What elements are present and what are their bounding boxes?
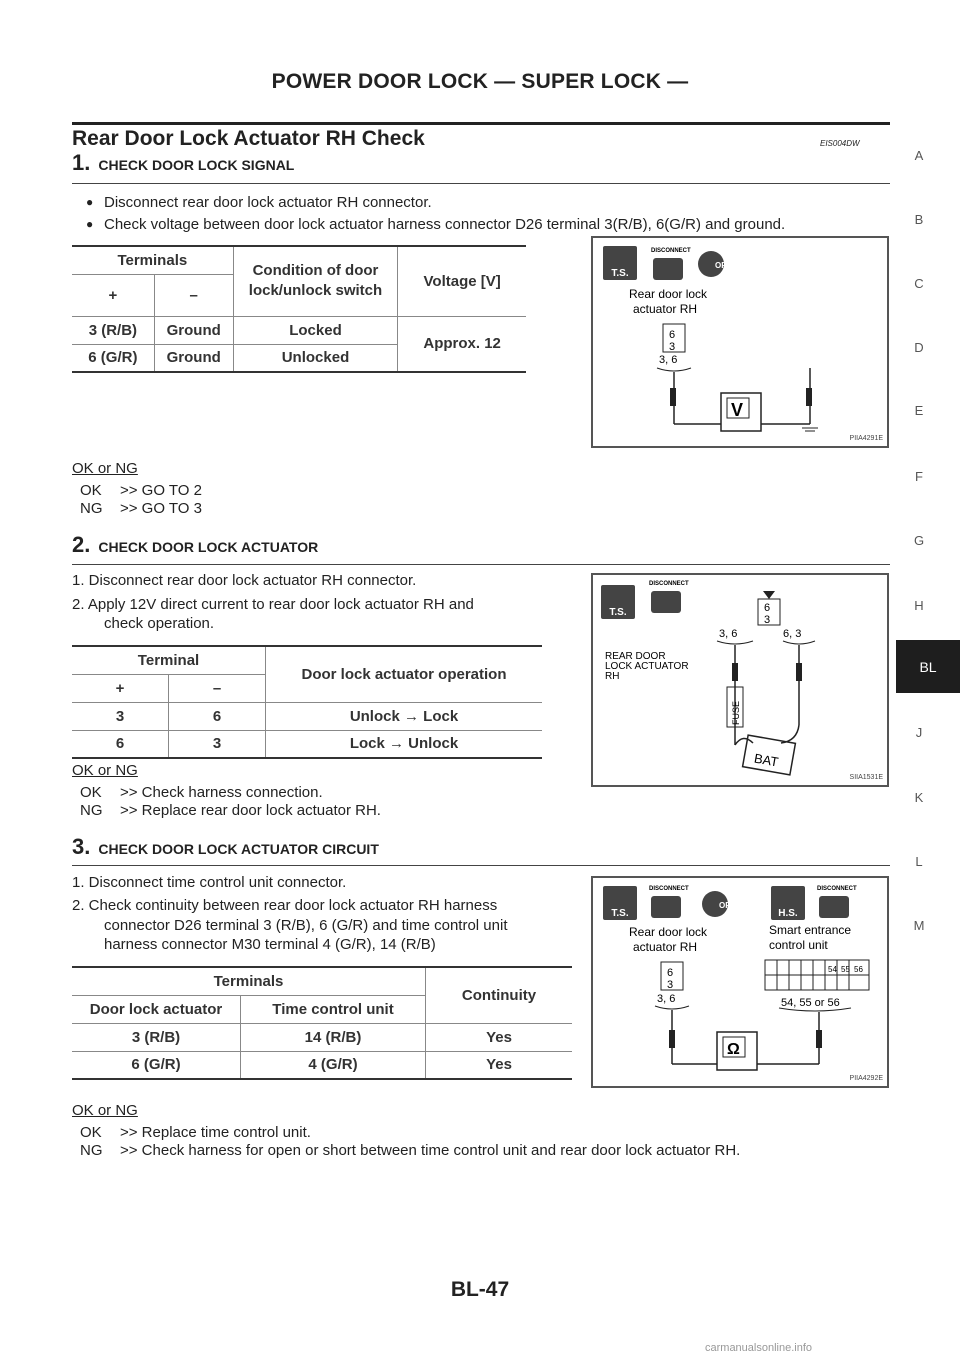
ng-line: NG >> Replace rear door lock actuator RH. [80, 802, 381, 819]
ts-label: T.S. [611, 268, 629, 279]
bullet-item: ● Check voltage between door lock actuator harness connector D26 terminal 3(R/B), 6(G/R) and ground. [104, 214, 785, 235]
table-header-time-control-unit: Time control unit [241, 995, 426, 1023]
header-rule [72, 122, 890, 125]
table-header-door-lock-actuator: Door lock actuator [89, 1000, 223, 1018]
table-cell: Yes [426, 1023, 573, 1051]
table-header-minus: – [154, 274, 233, 316]
step-1-heading [72, 150, 294, 176]
figure-code: PIIA4291E [849, 435, 883, 442]
ok-ng-title: OK or NG [72, 460, 138, 477]
ts-label: T.S. [611, 908, 629, 919]
table-header-plus: + [108, 286, 118, 304]
table-cell: Unlock → Lock [266, 702, 543, 730]
pin-label: 6 [764, 602, 771, 614]
voltmeter-symbol: V [731, 400, 744, 420]
ohmmeter-symbol: Ω [727, 1041, 740, 1058]
figure-label: actuator RH [633, 940, 698, 954]
figure-voltage-check [591, 236, 889, 448]
connector-icon [651, 896, 681, 918]
step-item: connector D26 terminal 3 (R/B), 6 (G/R) and time control unit [104, 917, 508, 934]
sidebar-item-m[interactable]: M [913, 918, 925, 933]
pin-label: 3 [667, 979, 674, 991]
table-cell-voltage: Approx. 12 [398, 316, 526, 372]
section-code: EIS004DW [820, 139, 860, 148]
sidebar-item-d[interactable]: D [914, 340, 924, 355]
step-item: 1. Disconnect rear door lock actuator RH connector. [72, 572, 417, 589]
figure-label: Smart entrance [769, 923, 852, 937]
table-cell: 3 [169, 730, 266, 758]
step-number: 2. [72, 532, 91, 557]
step-item: 2. Apply 12V direct current to rear door lock actuator RH and [72, 596, 474, 613]
cu-pin-label: 56 [854, 965, 863, 974]
step-number: 3. [72, 834, 91, 859]
pin-caption: 3, 6 [719, 628, 738, 640]
table-cell: Ground [154, 344, 233, 372]
table-cell: Locked [233, 316, 398, 344]
table-header-terminals: Terminals [72, 246, 233, 274]
step-item: check operation. [104, 615, 215, 632]
pin-label: 6 [669, 329, 676, 341]
table-header-terminal: Terminal [72, 646, 266, 674]
sidebar-item-k[interactable]: K [914, 790, 924, 805]
sidebar-item-l[interactable]: L [915, 854, 923, 869]
connector-icon [653, 258, 683, 280]
step-rule [72, 183, 890, 184]
off-label: OFF [719, 901, 735, 910]
table-header-operation: Door lock actuator operation [266, 646, 543, 702]
figure-label: LOCK ACTUATOR [605, 661, 689, 672]
table-header-terminals: Terminals [72, 967, 426, 995]
figure-actuator-operation [591, 573, 889, 787]
table-cell: 3 [115, 707, 125, 725]
figure-label: Rear door lock [629, 287, 708, 301]
sidebar-item-b[interactable]: B [914, 212, 924, 227]
cu-pin-label: 55 [841, 965, 850, 974]
disconnect-label: DISCONNECT [649, 581, 689, 587]
bullet-item: ● Disconnect rear door lock actuator RH connector. [104, 192, 432, 213]
pin-label: 3 [669, 341, 676, 353]
table-header-plus: + [115, 679, 125, 697]
sidebar-item-j[interactable]: J [915, 725, 923, 740]
ng-line: NG >> Check harness for open or short between time control unit and rear door lock actuator RH. [80, 1142, 741, 1159]
figure-continuity-check [591, 876, 889, 1088]
figure-code: SIIA1531E [849, 774, 883, 781]
step-2-heading [72, 532, 318, 558]
pin-caption: 3, 6 [657, 993, 676, 1005]
voltage-check-diagram [593, 238, 887, 446]
disconnect-label: DISCONNECT [649, 886, 689, 892]
ts-label: T.S. [609, 607, 627, 618]
figure-label: REAR DOOR [605, 651, 666, 662]
step-title: CHECK DOOR LOCK ACTUATOR CIRCUIT [98, 841, 379, 857]
ok-ng-title: OK or NG [72, 1102, 138, 1119]
step-rule [72, 564, 890, 565]
figure-label: Rear door lock [629, 925, 708, 939]
sidebar-item-g[interactable]: G [913, 533, 925, 548]
continuity-table [72, 966, 572, 1080]
step-item: harness connector M30 terminal 4 (G/R), 14 (R/B) [104, 936, 436, 953]
sidebar-item-c[interactable]: C [914, 276, 924, 291]
battery-label: BAT [752, 750, 780, 770]
table-cell: 6 (G/R) [88, 349, 138, 367]
sidebar-item-h[interactable]: H [914, 598, 924, 613]
table-cell: 6 (G/R) [131, 1056, 181, 1074]
off-label: OFF [715, 261, 731, 270]
table-header-minus: – [169, 674, 266, 702]
ok-line: OK >> Replace time control unit. [80, 1124, 311, 1141]
table-cell: 4 (G/R) [241, 1051, 426, 1079]
figure-code: PIIA4292E [849, 1075, 883, 1082]
step-title: CHECK DOOR LOCK ACTUATOR [98, 539, 319, 555]
continuity-check-diagram [593, 878, 887, 1086]
section-title: Rear Door Lock Actuator RH Check [72, 127, 425, 150]
step-number: 1. [72, 150, 91, 175]
ng-line: NG >> GO TO 3 [80, 500, 202, 517]
voltage-table [72, 245, 526, 373]
table-header-voltage: Voltage [V] [398, 246, 526, 316]
ok-line: OK >> Check harness connection. [80, 784, 323, 801]
sidebar-item-e[interactable]: E [914, 403, 924, 418]
actuator-operation-diagram [593, 575, 887, 785]
table-cell: Yes [426, 1051, 573, 1079]
ok-ng-title: OK or NG [72, 762, 138, 779]
fuse-label: FUSE [731, 700, 741, 725]
table-cell: Ground [154, 316, 233, 344]
watermark: carmanualsonline.info [705, 1342, 813, 1354]
cu-caption: 54, 55 or 56 [781, 997, 840, 1009]
pin-label: 6 [667, 967, 674, 979]
connector-icon [651, 591, 681, 613]
table-cell: Unlocked [233, 344, 398, 372]
table-cell: 14 (R/B) [241, 1023, 426, 1051]
table-cell: Lock → Unlock [266, 730, 543, 758]
step-rule [72, 865, 890, 866]
table-cell: 3 (R/B) [88, 321, 138, 339]
step-item: 2. Check continuity between rear door lock actuator RH harness [72, 897, 498, 914]
figure-label: actuator RH [633, 302, 698, 316]
cu-pin-label: 54 [828, 965, 837, 974]
table-header-condition: Condition of door lock/unlock switch [233, 246, 398, 316]
disconnect-label: DISCONNECT [817, 886, 857, 892]
disconnect-label: DISCONNECT [651, 248, 691, 254]
pin-label: 3 [764, 614, 771, 626]
step-3-heading [72, 834, 379, 860]
ok-line: OK >> GO TO 2 [80, 482, 202, 499]
table-cell: 6 [169, 702, 266, 730]
figure-label: RH [605, 671, 620, 682]
sidebar-item-f[interactable]: F [915, 469, 923, 484]
sidebar-item-a[interactable]: A [914, 148, 924, 163]
sidebar-item-bl-active[interactable]: BL [896, 640, 960, 693]
step-item: 1. Disconnect time control unit connector. [72, 874, 347, 891]
page-header-title: POWER DOOR LOCK — SUPER LOCK — [271, 70, 689, 93]
table-header-continuity: Continuity [426, 967, 573, 1023]
pin-caption: 3, 6 [659, 354, 678, 366]
step-title: CHECK DOOR LOCK SIGNAL [98, 157, 295, 173]
table-cell: 3 (R/B) [131, 1028, 181, 1046]
connector-icon [819, 896, 849, 918]
actuator-operation-table [72, 645, 542, 759]
table-cell: 6 [115, 735, 125, 753]
hs-label: H.S. [778, 908, 798, 919]
figure-label: control unit [769, 938, 828, 952]
pin-caption: 6, 3 [783, 628, 802, 640]
page-number: BL-47 [450, 1278, 510, 1301]
